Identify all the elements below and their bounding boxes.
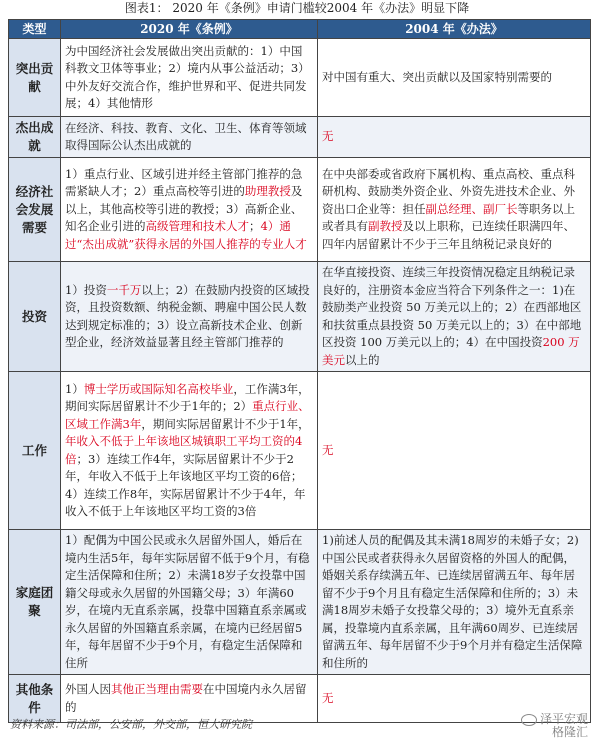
cell-text: 外国人因 (65, 682, 111, 696)
table-row (9, 262, 591, 372)
cell-text: 1）投资 (65, 282, 107, 297)
row-type-cell: 投资 (9, 262, 61, 372)
cell-text: 1)前述人员的配偶及其未满18周岁的未婚子女；2)中国公民或者获得永久居留资格的外国人的配偶，婚姻关系存续满五年、已连续居留满五年、每年居留不少于9个月且有稳定生活保障和住所的；3）未满18周岁未婚子女投靠父母的；3）境外无直系亲属，投靠境内直系亲属，且年满60周岁、已连续居留满五年、每年居留不少于9个月并有稳定生活保障和住所的 (322, 533, 583, 670)
cell-text: 以上；2）在鼓励内投资的区域投资，且投资数额、纳税金额、聘雇中国公民人数达到规定标准的；3）设立高新技术企业、创新型企业，经济效益显著且经主管部门推荐的 (65, 282, 310, 349)
row-type-cell: 经济社会发展需要 (9, 158, 61, 262)
header-2004: 2004 年《办法》 (318, 20, 591, 39)
table-row (9, 39, 591, 117)
source-note: 资料来源：司法部，公安部，外交部，恒大研究院 (10, 718, 252, 731)
cell-text: 等职务以上或者具有 (322, 201, 575, 234)
highlight-text: 200 万美元 (322, 335, 580, 367)
cell-2020 (61, 117, 318, 158)
highlight-text: 高级管理和技术人才 (145, 219, 249, 234)
cell-text: 在华直接投资、连续三年投资情况稳定且纳税记录良好的，注册资本金应当符合下列条件之一：1)在鼓励类产业投资 50 万美元以上的；2）在西部地区和扶贫重点县投资 50 万美元以上的；3）在中部地区投资 100 万美元以上的；4）在中国投资 (322, 265, 582, 349)
row-type-cell: 杰出成就 (9, 117, 61, 158)
cell-text: ，工作满3年，期间实际居留累计不少于1年的；2） (65, 381, 310, 413)
header-2020: 2020 年《条例》 (61, 20, 318, 39)
cell-2004 (318, 530, 591, 675)
cell-text: 1）重点行业、区域引进并经主管部门推荐的急需紧缺人才；2）重点高校等引进的 (65, 166, 303, 199)
cell-2020 (61, 675, 318, 723)
cell-2004 (318, 262, 591, 372)
cell-text: 及以上职称，已连续任职满四年、四年内居留累计不少于三年且纳税记录良好的 (322, 219, 575, 251)
cell-text: 以上的 (345, 352, 380, 367)
row-type-cell: 突出贡献 (9, 39, 61, 117)
highlight-text: 副总经理、副厂长 (425, 201, 518, 216)
cell-text: 在中国境内永久居留的 (65, 682, 307, 714)
highlight-text: 无 (322, 690, 334, 705)
cell-text: 对中国有重大、突出贡献以及国家特别需要的 (322, 69, 552, 84)
highlight-text: 无 (322, 129, 334, 144)
cell-text: ；3）连续工作4年，实际居留累计不少于2年，年收入不低于上年该地区平均工资的6倍；4）连续工作8年，实际居留累计不少于4年，年收入不低于上年该地区平均工资的3倍 (65, 451, 306, 518)
row-type-cell: 其他条件 (9, 675, 61, 723)
cell-2020 (61, 158, 318, 262)
table-row (9, 530, 591, 675)
header-type: 类型 (9, 20, 61, 39)
cell-2004 (318, 117, 591, 158)
comparison-table (8, 19, 591, 723)
cell-text: ； (249, 219, 261, 234)
highlight-text: 博士学历或国际知名高校毕业 (83, 381, 234, 396)
cell-2020 (61, 39, 318, 117)
figure-caption: 图表1： 2020 年《条例》申请门槛较2004 年《办法》明显下降 (124, 1, 470, 15)
cell-2020 (61, 372, 318, 530)
row-type-cell: 工作 (9, 372, 61, 530)
table-row (9, 675, 591, 723)
cell-text: ，期间实际居留累计不少于1年， (141, 416, 310, 431)
table-row (9, 158, 591, 262)
wechat-logo-icon (521, 714, 537, 726)
highlight-text: 助理教授 (244, 184, 291, 199)
cell-2004 (318, 372, 591, 530)
highlight-text: 无 (322, 442, 334, 457)
watermark-line1: 泽平宏观 (539, 712, 588, 726)
highlight-text: 重点行业、区域工作满3年 (65, 399, 310, 431)
cell-2004 (318, 158, 591, 262)
cell-text: 在经济、科技、教育、文化、卫生、体育等领域取得国际公认杰出成就的 (65, 120, 307, 152)
cell-text: 及以上，其他高校等引进的教授；3）高新企业、知名企业引进的 (65, 184, 303, 234)
cell-2020 (61, 262, 318, 372)
table-row (9, 372, 591, 530)
cell-text: 1） (65, 381, 84, 396)
cell-2020 (61, 530, 318, 675)
watermark-line2: 格隆汇 (551, 724, 588, 739)
table-header-row (9, 20, 591, 39)
highlight-text: 一千万 (106, 282, 142, 297)
cell-text: 在中央部委或省政府下属机构、重点高校、重点科研机构、鼓励类外资企业、外资先进技术企业、外资出口企业等：担任 (322, 166, 575, 216)
cell-text: 1）配偶为中国公民或永久居留外国人，婚后在境内生活5年，每年实际居留不低于9个月，有稳定生活保障和住所；2）未满18岁子女投靠中国籍父母或永久居留的外国籍父母；3）年满60岁，在境内无直系亲属，投靠中国籍直系亲属或永久居留的外国籍直系亲属，在境内已经居留5年，每年居留不少于9个月，有稳定生活保障和住所 (65, 533, 310, 670)
row-type-cell: 家庭团聚 (9, 530, 61, 675)
highlight-text: 副教授 (368, 219, 403, 234)
highlight-text: 年收入不低于上年该地区城镇职工平均工资的4倍 (65, 434, 303, 466)
highlight-text: 其他正当理由需要 (111, 682, 203, 696)
table-row (9, 117, 591, 158)
cell-2004 (318, 39, 591, 117)
watermark (521, 713, 588, 738)
cell-text: 为中国经济社会发展做出突出贡献的：1）中国科教文卫体等事业；2）境内从事公益活动；3）中外友好交流合作，维护世界和平、促进共同发展；4）其他情形 (65, 43, 310, 110)
highlight-text: 4）通过“杰出成就”获得永居的外国人推荐的专业人才 (65, 219, 307, 251)
